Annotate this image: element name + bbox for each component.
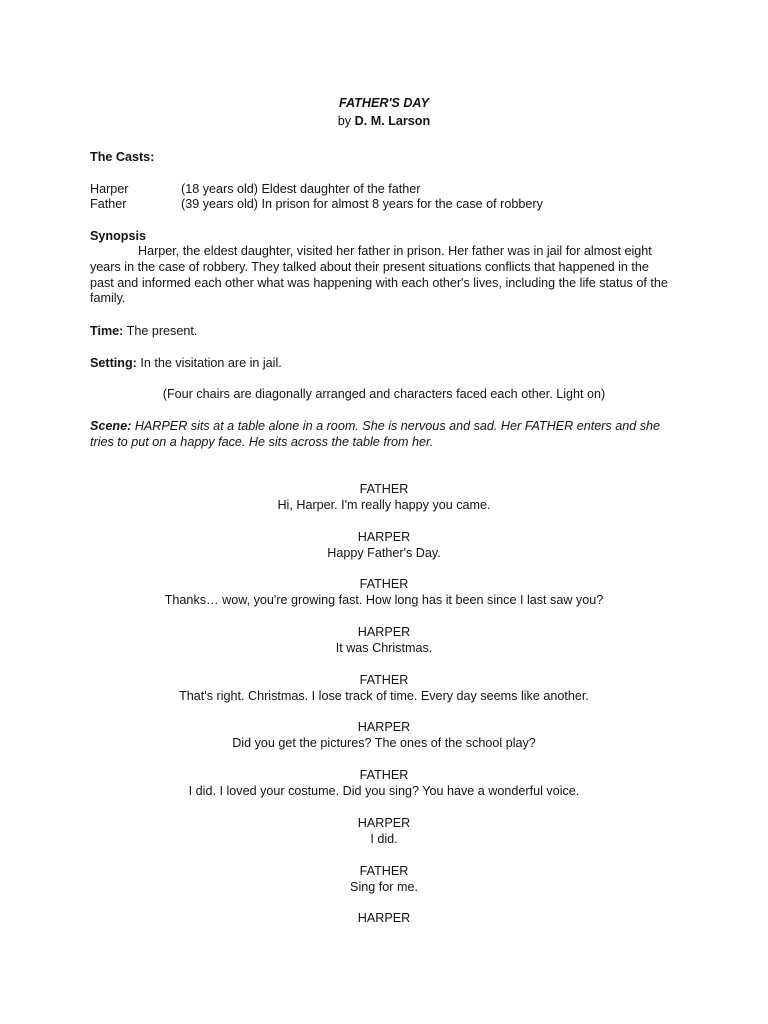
speaker-name: FATHER	[359, 482, 409, 496]
dialogue-line: I did. I loved your costume. Did you sing? You have a wonderful voice.	[188, 784, 580, 799]
dialogue-block	[0, 863, 768, 911]
dialogue-line: I did.	[370, 831, 398, 846]
dialogue-line: Hi, Harper. I'm really happy you came.	[277, 498, 491, 512]
dialogue-block	[0, 815, 768, 863]
dialogue-line: Sing for me.	[350, 879, 418, 894]
dialogue-block	[0, 910, 768, 958]
scene-text: HARPER sits at a table alone in a room. She is nervous and sad. Her FATHER enters and she tries to put on a happy face. He sits across the table from her.	[90, 419, 661, 449]
dialogue-line: Happy Father's Day.	[327, 545, 441, 560]
speaker-name: FATHER	[359, 768, 409, 783]
speaker-name: FATHER	[359, 672, 409, 687]
author-name: D. M. Larson	[354, 114, 431, 128]
cast-row	[90, 181, 420, 197]
play-title: FATHER'S DAY	[339, 96, 429, 110]
cast-row	[90, 196, 543, 212]
speaker-name: HARPER	[357, 529, 411, 544]
cast-name: Father	[90, 197, 127, 211]
byline-prefix: by	[337, 114, 352, 128]
time-value: The present.	[126, 324, 198, 338]
scene-label: Scene:	[90, 419, 132, 433]
speaker-name: HARPER	[357, 625, 411, 640]
setting-value: In the visitation are in jail.	[140, 356, 282, 370]
dialogue-line: It was Christmas.	[335, 641, 433, 656]
time-line	[90, 323, 197, 339]
dialogue-line: Did you get the pictures? The ones of the school play?	[232, 736, 536, 751]
dialogue-block	[0, 767, 768, 815]
synopsis-heading: Synopsis	[90, 229, 146, 243]
stage-direction: (Four chairs are diagonally arranged and characters faced each other. Light on)	[162, 387, 606, 401]
casts-heading: The Casts:	[90, 150, 155, 164]
dialogue-block	[0, 624, 768, 672]
speaker-name: HARPER	[357, 911, 411, 926]
synopsis-text: Harper, the eldest daughter, visited her father in prison. Her father was in jail for almost eight years in the case of robbery. They talked about their present situations conflicts that happened in the past and informed each other what was happening with each other's lives, including the life status of the family.	[90, 244, 668, 306]
dialogue	[0, 481, 768, 958]
byline	[0, 113, 768, 129]
speaker-name: FATHER	[359, 577, 409, 592]
dialogue-block	[0, 529, 768, 577]
speaker-name: HARPER	[357, 815, 411, 830]
speaker-name: FATHER	[359, 863, 409, 878]
setting-label: Setting:	[90, 356, 137, 370]
dialogue-block	[0, 576, 768, 624]
dialogue-line: That's right. Christmas. I lose track of time. Every day seems like another.	[179, 688, 589, 703]
dialogue-block	[0, 719, 768, 767]
scene-description	[90, 418, 670, 450]
cast-description: (18 years old) Eldest daughter of the father	[181, 182, 421, 196]
dialogue-block	[0, 481, 768, 529]
cast-description: (39 years old) In prison for almost 8 years for the case of robbery	[181, 197, 543, 211]
dialogue-block	[0, 672, 768, 720]
time-label: Time:	[90, 324, 124, 338]
setting-line	[90, 355, 282, 371]
dialogue-line: Thanks… wow, you're growing fast. How long has it been since I last saw you?	[164, 593, 604, 608]
speaker-name: HARPER	[357, 720, 411, 735]
cast-name: Harper	[90, 182, 129, 196]
